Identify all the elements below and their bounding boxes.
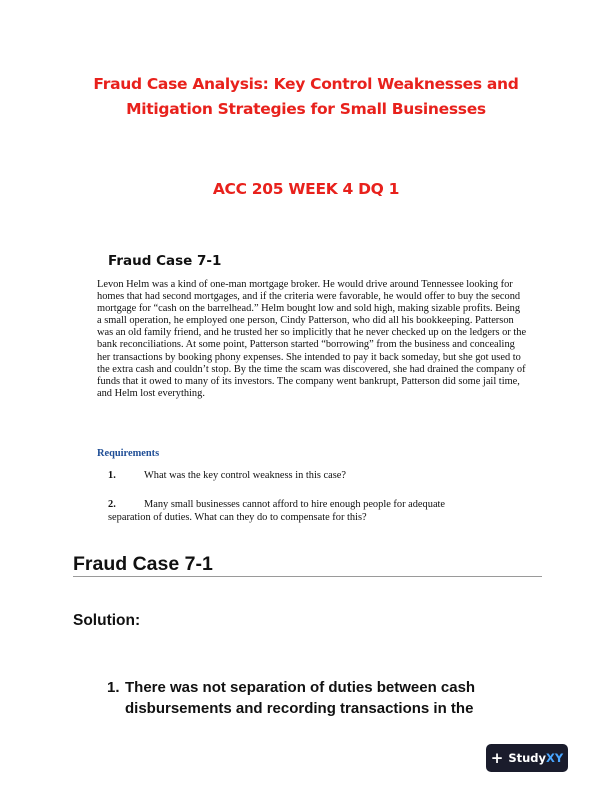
- title-line-1: Fraud Case Analysis: Key Control Weaknesses and: [93, 75, 519, 93]
- requirement-text: Many small businesses cannot afford to hire enough people for adequate: [144, 499, 446, 510]
- case-paragraph: Levon Helm was a kind of one-man mortgage broker. He would drive around Tennessee looking for homes that had second mortgages, and if the criteria were favorable, he would offer to buy the second mortgage for “cash on the barrelhead.” Helm bought low and sold high, making sizable profits. Being a small operation, he employed one person, Cindy Patterson, who did all his bookkeeping. Patterson was an old family friend, and he trusted her so implicitly that he never checked up on the ledgers or the bank reconciliations. At some point, Patterson started “borrowing” from the business and concealing her transactions by booking phony expenses. She intended to pay it back someday, but she got used to the extra cash and couldn’t stop. By the time the scam was discovered, she had drained the company of funds that it owed to many of its investors. The company went bankrupt, Patterson did some jail time, and Helm lost everything.: [97, 279, 527, 399]
- course-code: ACC 205 WEEK 4 DQ 1: [212, 180, 400, 198]
- requirement-number: 2.: [108, 499, 116, 510]
- title-line-2: Mitigation Strategies for Small Businesses: [126, 100, 486, 118]
- requirement-item-2: [108, 499, 528, 524]
- plus-icon: +: [490, 748, 504, 767]
- requirements-heading: Requirements: [97, 448, 160, 459]
- answer-1: [107, 677, 527, 719]
- requirement-text-continued: separation of duties. What can they do to compensate for this?: [108, 511, 367, 523]
- document-title: [60, 72, 552, 122]
- solution-label: Solution:: [73, 612, 141, 629]
- section-divider: [73, 576, 542, 577]
- answer-text-continued: disbursements and recording transactions in the: [125, 700, 474, 717]
- requirement-text: What was the key control weakness in this case?: [144, 470, 346, 481]
- case-heading: Fraud Case 7-1: [108, 253, 222, 269]
- answer-text: There was not separation of duties between cash: [125, 679, 476, 696]
- section-heading: Fraud Case 7-1: [73, 553, 213, 575]
- requirement-number: 1.: [108, 470, 116, 481]
- brand-main: Study: [508, 751, 547, 765]
- answer-number: 1.: [107, 679, 120, 696]
- requirement-item-1: [108, 470, 528, 483]
- studyxy-badge[interactable]: [486, 744, 568, 772]
- brand-accent: XY: [546, 751, 564, 765]
